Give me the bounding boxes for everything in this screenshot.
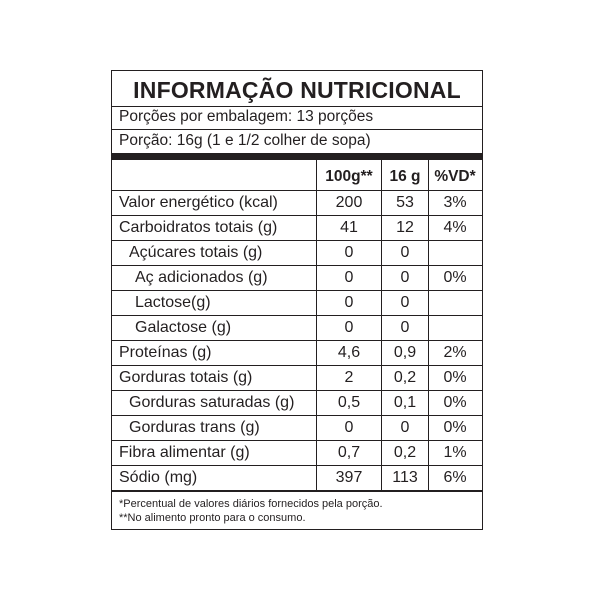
nutrient-name: Sódio (mg) (119, 469, 198, 486)
value-vd: 0% (443, 394, 467, 411)
value-portion: 0 (400, 419, 410, 436)
value-portion: 0,9 (393, 344, 417, 361)
footnote-vd: *Percentual de valores diários fornecidos pela porção. (119, 498, 383, 510)
nutrient-name: Valor energético (kcal) (119, 194, 278, 211)
value-100g: 4,6 (337, 344, 361, 361)
footnote-divider (112, 491, 482, 492)
nutrient-name: Carboidratos totais (g) (119, 219, 278, 236)
value-100g: 0 (344, 244, 354, 261)
serving-size: Porção: 16g (1 e 1/2 colher de sopa) (119, 132, 371, 149)
value-portion: 53 (396, 194, 414, 211)
value-vd: 4% (443, 219, 467, 236)
title-divider (112, 106, 482, 107)
value-portion: 113 (392, 469, 418, 486)
nutrient-name: Aç adicionados (g) (135, 269, 268, 286)
nutrient-name: Fibra alimentar (g) (119, 444, 250, 461)
value-vd: 0% (443, 269, 467, 286)
value-portion: 0 (400, 244, 410, 261)
header-vd: %VD* (434, 168, 476, 185)
nutrient-name: Galactose (g) (135, 319, 232, 336)
value-vd (429, 290, 481, 315)
header-portion: 16 g (389, 168, 421, 185)
value-portion: 0,2 (393, 444, 417, 461)
value-100g: 0 (344, 294, 354, 311)
value-100g: 0 (344, 419, 354, 436)
value-100g: 397 (335, 469, 363, 486)
value-vd: 6% (443, 469, 467, 486)
nutrient-name: Gorduras saturadas (g) (129, 394, 295, 411)
nutrition-facts-label (111, 70, 483, 530)
value-100g: 2 (344, 369, 354, 386)
nutrient-name: Proteínas (g) (119, 344, 212, 361)
value-vd (429, 240, 481, 265)
nutrient-name: Açúcares totais (g) (129, 244, 263, 261)
nutrient-name: Gorduras trans (g) (129, 419, 260, 436)
value-portion: 0,1 (393, 394, 417, 411)
value-vd (429, 315, 481, 340)
value-100g: 200 (335, 194, 363, 211)
value-100g: 0,7 (337, 444, 361, 461)
value-100g: 41 (340, 219, 358, 236)
nutrient-name: Lactose(g) (135, 294, 211, 311)
nutrient-name: Gorduras totais (g) (119, 369, 253, 386)
table-header-top-line (112, 159, 482, 160)
servings-per-package: Porções por embalagem: 13 porções (119, 108, 374, 125)
value-portion: 12 (396, 219, 414, 236)
value-portion: 0 (400, 294, 410, 311)
servings-divider (112, 129, 482, 130)
header-100g: 100g** (325, 168, 373, 185)
value-100g: 0 (344, 269, 354, 286)
value-vd: 3% (443, 194, 467, 211)
footnote-ready: **No alimento pronto para o consumo. (119, 512, 306, 524)
value-vd: 1% (443, 444, 467, 461)
value-vd: 0% (443, 419, 467, 436)
value-portion: 0,2 (393, 369, 417, 386)
label-title: INFORMAÇÃO NUTRICIONAL (133, 77, 461, 103)
value-vd: 0% (443, 369, 467, 386)
value-100g: 0 (344, 319, 354, 336)
value-100g: 0,5 (337, 394, 361, 411)
value-portion: 0 (400, 269, 410, 286)
value-portion: 0 (400, 319, 410, 336)
value-vd: 2% (443, 344, 467, 361)
